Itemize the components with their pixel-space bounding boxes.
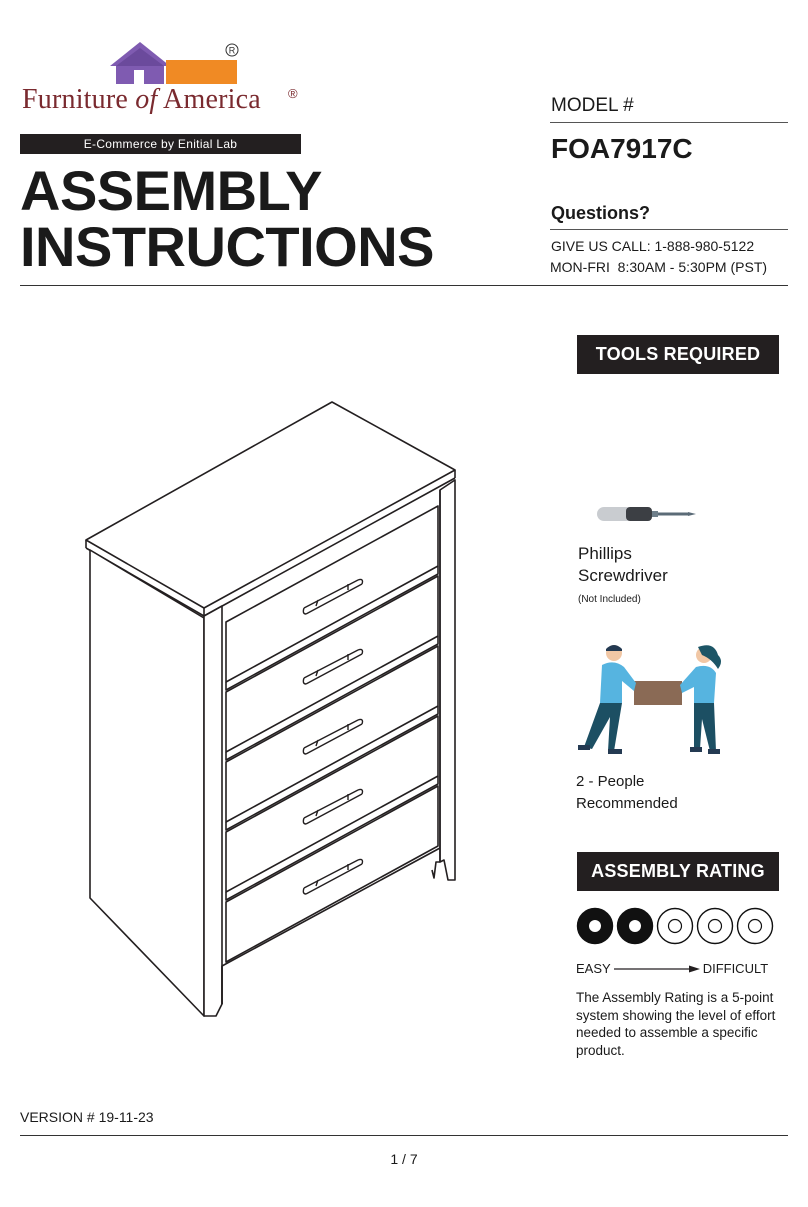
footer-divider	[20, 1135, 788, 1136]
rating-dot-empty	[736, 907, 774, 945]
contact-phone: GIVE US CALL: 1-888-980-5122	[551, 238, 755, 254]
version-number: VERSION # 19-11-23	[20, 1109, 154, 1125]
easy-label: EASY	[576, 961, 611, 976]
brand-tagline: E-Commerce by Enitial Lab	[20, 134, 301, 154]
brand-name: Furniture of America	[22, 84, 261, 115]
model-label: MODEL #	[551, 95, 634, 116]
rating-dot-empty	[696, 907, 734, 945]
rating-scale	[576, 907, 774, 945]
screwdriver-icon	[596, 503, 700, 525]
tool-name: Phillips Screwdriver	[578, 544, 668, 585]
tools-required-heading: TOOLS REQUIRED	[577, 335, 779, 374]
contact-hours: MON-FRI 8:30AM - 5:30PM (PST)	[550, 259, 768, 275]
assembly-rating-heading: ASSEMBLY RATING	[577, 852, 779, 891]
page-number: 1 / 7	[390, 1151, 418, 1167]
header-divider	[20, 285, 788, 286]
difficult-label: DIFFICULT	[702, 961, 769, 976]
tool-note: (Not Included)	[578, 594, 641, 605]
model-divider	[550, 122, 788, 123]
difficulty-scale-legend	[576, 961, 768, 976]
document-title	[20, 159, 434, 278]
title-line-1: ASSEMBLY	[20, 159, 323, 222]
registered-mark: ®	[288, 86, 298, 101]
svg-text:R: R	[228, 45, 236, 56]
brand-logo-house-icon	[108, 40, 240, 90]
rating-dot-filled	[616, 907, 654, 945]
title-line-2: INSTRUCTIONS	[20, 215, 434, 278]
questions-divider	[550, 229, 788, 230]
two-people-carrying-icon	[578, 641, 732, 757]
dresser-illustration	[84, 398, 459, 1018]
arrow-right-icon	[613, 965, 701, 973]
rating-dot-filled	[576, 907, 614, 945]
model-number: FOA7917C	[551, 133, 693, 164]
rating-description: The Assembly Rating is a 5-point system showing the level of effort needed to assemble a specific product.	[576, 990, 776, 1058]
rating-dot-empty	[656, 907, 694, 945]
questions-heading: Questions?	[551, 203, 651, 223]
people-recommendation: 2 - People Recommended	[576, 773, 678, 812]
